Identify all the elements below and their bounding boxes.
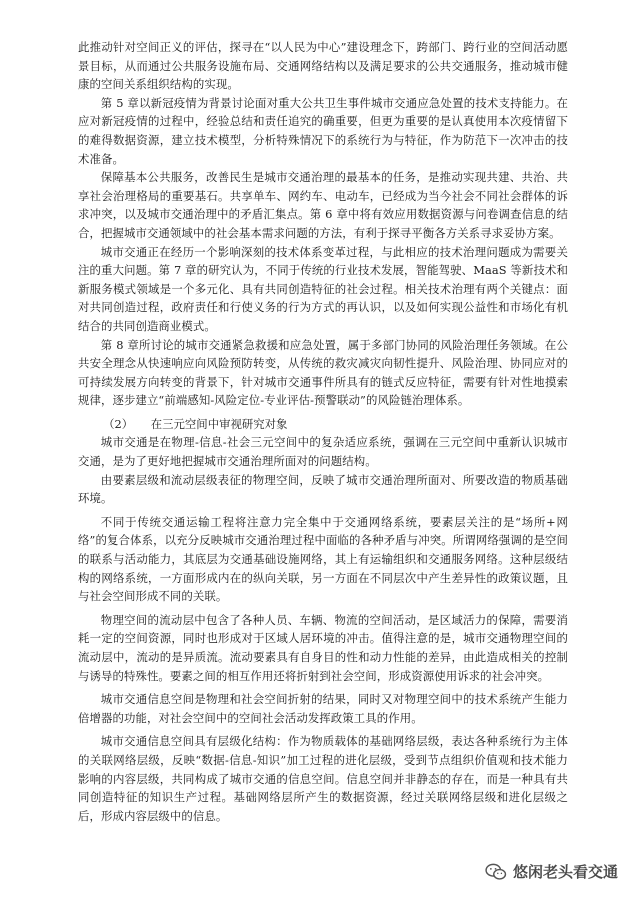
paragraph: 城市交通正在经历一个影响深刻的技术体系变革过程，与此相应的技术治理问题成为需要关注的重大问题。第 7 章的研究认为，不同于传统的行业技术发展，智能驾驶、MaaS 等新技术和新服务模式领域是一个多元化、具有共同创造特征的社会过程。相关技术治理有两个关键点：面对共同创造过程，政府责任和行使义务的行为方式的再认识，以及如何实现公益性和市场化有机结合的共同创造商业模式。	[78, 244, 568, 333]
paragraph: 城市交通信息空间具有层级化结构：作为物质载体的基础网络层级，表达各种系统行为主体的关联网络层级，反映“数据-信息-知识”加工过程的进化层级，受到节点组织价值观和技术能力影响的内容层级，共同构成了城市交通的信息空间。信息空间并非静态的存在，而是一种具有共同创造特征的知识生产过程。基础网络层所产生的数据资源，经过关联网络层级和进化层级之后，形成内容层级中的信息。	[78, 734, 568, 823]
watermark	[485, 861, 618, 882]
watermark-text: 悠闲老头看交通	[512, 863, 618, 881]
paragraph: 物理空间的流动层中包含了各种人员、车辆、物流的空间活动，是区域活力的保障，需要消耗一定的空间资源，同时也形成对于区域人居环境的冲击。值得注意的是，城市交通物理空间的流动层中，流动的是异质流。流动要素具有自身目的性和动力性能的差异，由此造成相关的控制与诱导的特殊性。要素之间的相互作用还将折射到社会空间，形成资源使用诉求的社会冲突。	[78, 612, 568, 683]
wechat-icon	[485, 863, 507, 881]
paragraph: 不同于传统交通运输工程将注意力完全集中于交通网络系统，要素层关注的是“场所+网络”的复合体系，以充分反映城市交通治理过程中面临的各种矛盾与冲突。所谓网络强调的是空间的联系与活动能力，其底层为交通基础设施网络，其上有运输组织和交通服务网络。这种层级结构的网络系统，一方面形成内在的纵向关联，另一方面在不同层次中产生差异性的政策议题，且与社会空间形成不同的关联。	[78, 514, 568, 604]
paragraph: 城市交通是在物理-信息-社会三元空间中的复杂适应系统，强调在三元空间中重新认识城市交通，是为了更好地把握城市交通治理所面对的问题结构。	[78, 435, 568, 469]
section-subheading	[78, 415, 568, 434]
paragraph: 由要素层级和流动层级表征的物理空间，反映了城市交通治理所面对、所要改造的物质基础环境。	[78, 472, 568, 506]
paragraph: 第 5 章以新冠疫情为背景讨论面对重大公共卫生事件城市交通应急处置的技术支持能力。在应对新冠疫情的过程中，经验总结和责任追究的确重要，但更为重要的是认真使用本次疫情留下的难得数据资源，建立技术模型，分析特殊情况下的系统行为与特征，作为防范下一次冲击的技术准备。	[78, 95, 568, 166]
document-page	[78, 38, 568, 825]
subheading-number: （2）	[103, 416, 134, 431]
paragraph: 保障基本公共服务，改善民生是城市交通治理的最基本的任务，是推动实现共建、共治、共享社会治理格局的重要基石。共享单车、网约车、电动车，已经成为当今社会不同社会群体的诉求冲突，以及城市交通治理中的矛盾汇集点。第 6 章中将有效应用数据资源与问卷调查信息的结合，把握城市交通领域中的社会基本需求问题的方法，有利于探寻平衡各方关系寻求妥协方案。	[78, 170, 568, 240]
paragraph: 此推动针对空间正义的评估，探寻在“以人民为中心”建设理念下，跨部门、跨行业的空间活动愿景目标，从而通过公共服务设施布局、交通网络结构以及满足要求的公共交通服务，推动城市健康的空间关系组织结构的实现。	[78, 40, 568, 92]
paragraph: 城市交通信息空间是物理和社会空间折射的结果，同时又对物理空间中的技术系统产生能力倍增器的功能，对社会空间中的空间社会活动发挥政策工具的作用。	[78, 692, 568, 725]
subheading-title: 在三元空间中审视研究对象	[150, 416, 288, 431]
paragraph: 第 8 章所讨论的城市交通紧急救援和应急处置，属于多部门协同的风险治理任务领域。在公共安全理念从快速响应向风险预防转变，从传统的救灾减灾向韧性提升、风险治理、协同应对的可持续发展方向转变的背景下，针对城市交通事件所具有的链式反应特征，需要有针对性地摸索规律，逐步建立“前端感知-风险定位-专业评估-预警联动”的风险链治理体系。	[78, 337, 568, 408]
